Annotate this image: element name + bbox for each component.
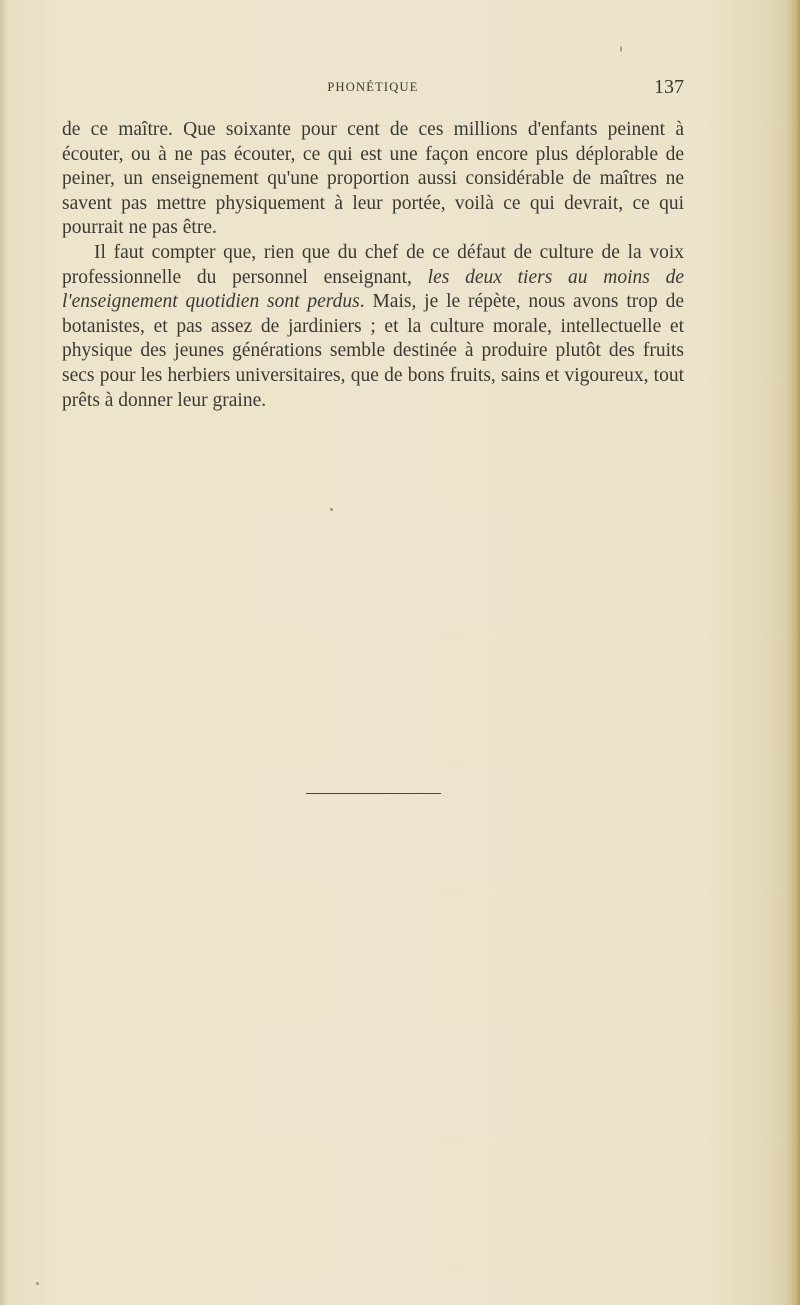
paper-speck (330, 508, 333, 511)
running-head: PHONÉTIQUE (327, 80, 419, 94)
paragraph-1-text: de ce maître. Que soixante pour cent de ces millions d'enfants peinent à écouter, ou à ne pas écouter, ce qui est une façon encore plus déplorable de peiner, un enseignement qu'une proportion aussi considérable de maîtres ne savent pas mettre physiquement à leur portée, voilà ce qui devrait, ce qui pourrait ne pas être. (62, 119, 684, 239)
page-right-edge (786, 0, 800, 1305)
section-end-rule (306, 793, 441, 794)
page-number: 137 (654, 76, 684, 98)
body-text (62, 118, 684, 413)
paragraph-2 (62, 241, 684, 413)
paragraph-2-text-end: . Mais, je le répète, nous avons trop de botanistes, et pas assez de jardiniers ; et la culture morale, intellectuelle et physique des jeunes générations semble destinée à produire plutôt des fruits secs pour les herbiers universitaires, que de bons fruits, sains et vigoureux, tout prêts à donner leur graine. (62, 291, 684, 411)
page-header (62, 76, 684, 102)
page-left-edge (0, 0, 8, 1305)
paragraph-2-text-start: Il faut compter que, rien que du chef de ce défaut de culture de la voix professionnelle du personnel enseignant, (62, 241, 684, 288)
paragraph-1 (62, 118, 684, 241)
paper-speck (620, 46, 622, 52)
paper-speck (36, 1282, 39, 1285)
paragraph-2-italic-phrase: les deux tiers au moins de l'enseignement quotidien sont perdus (62, 266, 684, 313)
